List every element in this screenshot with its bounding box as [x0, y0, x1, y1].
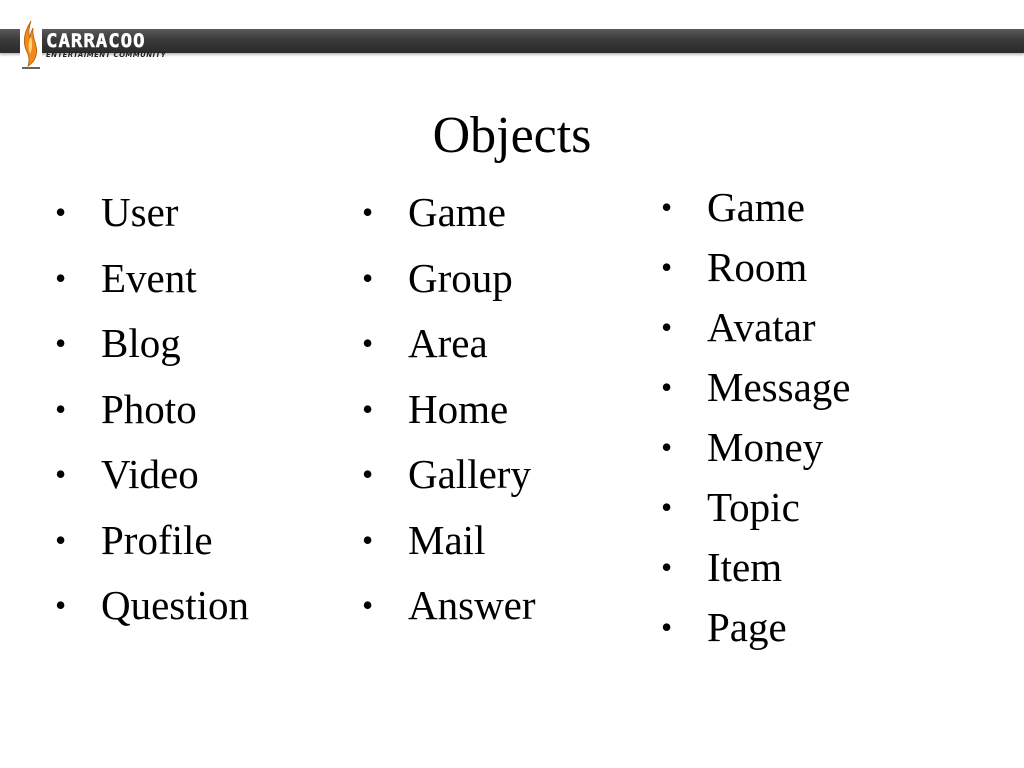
bullet-icon: • — [362, 325, 374, 361]
list-item-label: Photo — [101, 385, 197, 432]
list-item — [661, 361, 850, 421]
list-item-label: Area — [408, 320, 488, 366]
bullet-icon: • — [55, 390, 67, 427]
list-item-label: Event — [101, 254, 197, 301]
list-item — [362, 186, 536, 252]
list-item — [362, 579, 536, 645]
list-item — [362, 252, 536, 318]
slide-title: Objects — [432, 107, 592, 164]
list-item-label: Room — [707, 244, 808, 290]
list-item — [55, 579, 249, 645]
logo-wordmark: CARRACOO — [46, 30, 146, 52]
bullet-icon: • — [55, 456, 67, 492]
bullet-icon: • — [661, 369, 673, 405]
list-item-label: Gallery — [408, 451, 531, 497]
list-item-label: Question — [101, 582, 250, 628]
bullet-icon: • — [362, 456, 374, 492]
bullet-icon: • — [661, 609, 673, 645]
list-item — [661, 421, 850, 481]
list-item — [661, 181, 850, 241]
list-item-label: Profile — [101, 516, 213, 563]
bullet-icon: • — [362, 390, 374, 427]
list-item — [362, 383, 536, 449]
bullet-icon: • — [362, 259, 374, 296]
list-item-label: Answer — [408, 582, 536, 628]
bullet-icon: • — [661, 249, 673, 285]
list-item-label: Mail — [408, 516, 486, 563]
list-item-label: Game — [707, 184, 805, 230]
list-item-label: Blog — [101, 320, 181, 366]
bullet-icon: • — [55, 194, 67, 230]
bullet-column-1 — [55, 186, 249, 645]
bullet-icon: • — [362, 521, 374, 558]
bullet-icon: • — [661, 429, 673, 465]
list-item — [55, 383, 249, 449]
list-item — [55, 514, 249, 580]
bullet-icon: • — [55, 325, 67, 361]
list-item — [661, 541, 850, 601]
list-item-label: Item — [707, 544, 783, 590]
bullet-icon: • — [55, 521, 67, 558]
list-item — [55, 317, 249, 383]
bullet-icon: • — [362, 194, 374, 230]
list-item — [362, 514, 536, 580]
list-item — [55, 186, 249, 252]
flame-icon — [20, 18, 42, 70]
list-item-label: Page — [707, 604, 787, 650]
list-item — [661, 301, 850, 361]
list-item — [55, 448, 249, 514]
list-item-label: User — [101, 189, 179, 235]
list-item — [661, 601, 850, 661]
list-item-label: Group — [408, 254, 513, 301]
list-item-label: Message — [707, 364, 851, 410]
bullet-icon: • — [661, 549, 673, 585]
list-item — [55, 252, 249, 318]
bullet-icon: • — [661, 189, 673, 225]
bullet-column-3 — [661, 181, 850, 661]
bullet-icon: • — [661, 309, 673, 345]
list-item-label: Video — [101, 451, 199, 497]
list-item — [661, 481, 850, 541]
list-item — [661, 241, 850, 301]
logo-tagline: ENTERTAIMENT COMMUNITY — [46, 51, 167, 59]
bullet-column-2 — [362, 186, 536, 645]
list-item — [362, 317, 536, 383]
list-item-label: Topic — [707, 484, 800, 530]
list-item-label: Home — [408, 385, 509, 432]
carracoo-logo — [20, 18, 210, 70]
bullet-icon: • — [55, 587, 67, 623]
list-item — [362, 448, 536, 514]
list-item-label: Avatar — [707, 304, 816, 350]
bullet-icon: • — [362, 587, 374, 623]
list-item-label: Money — [707, 424, 824, 470]
bullet-icon: • — [661, 489, 673, 525]
list-item-label: Game — [408, 189, 506, 235]
bullet-icon: • — [55, 259, 67, 296]
